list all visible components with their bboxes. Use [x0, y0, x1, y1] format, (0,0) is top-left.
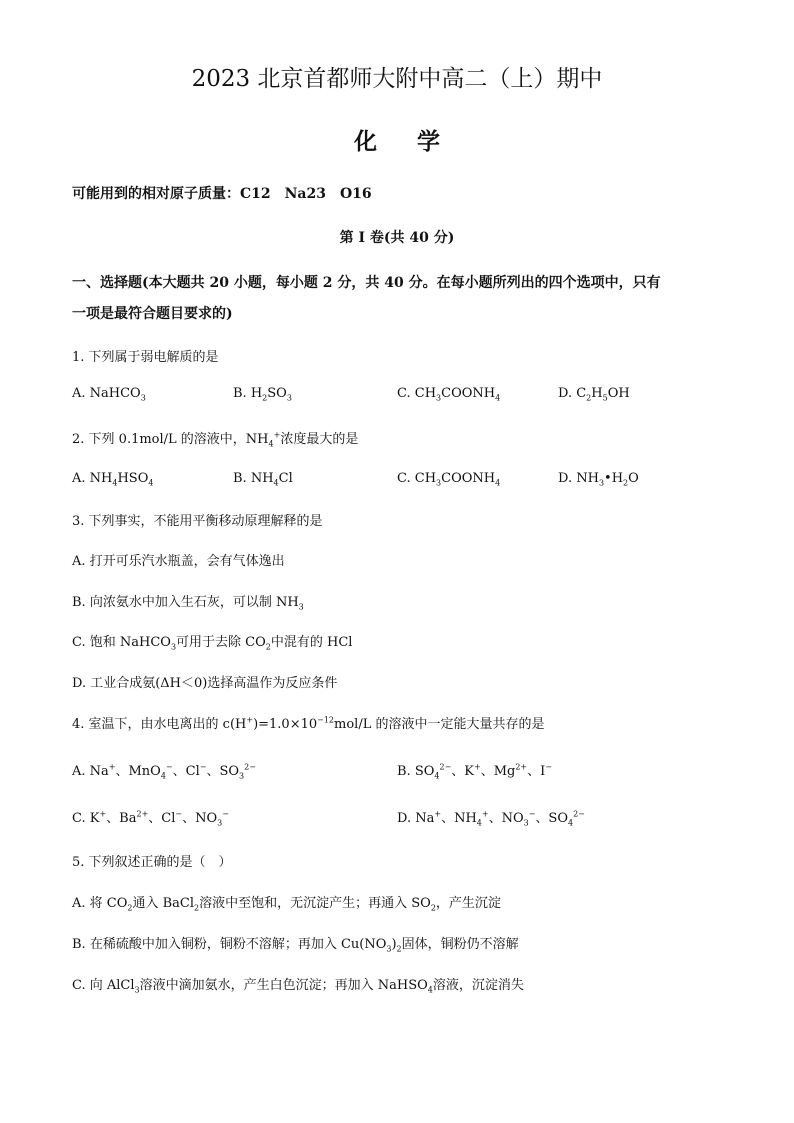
q2-option-c: C. $CH_3COONH_4$ [397, 471, 501, 488]
q5-option-b: B. 在稀硫酸中加入铜粉，铜粉不溶解；再加入 $Cu(NO_3)_2$固体，铜粉仍不溶解 [72, 937, 519, 954]
q1-option-b: B. $H_2SO_3$ [233, 386, 292, 403]
q3-option-c: C. 饱和 NaHCO$_3$可用于去除 $CO_2$中混有的 HCl [72, 635, 353, 652]
exam-title: 2023 北京首都师大附中高二（上）期中 [191, 66, 603, 92]
q5-option-c: C. 向 AlCl$_3$溶液中滴加氨水，产生白色沉淀；再加入 NaHSO$_4$溶液，沉淀消失 [72, 978, 524, 995]
q4-option-c: C. K+、$Ba^{2+}$、Cl−、$NO_3^-$ [72, 809, 229, 828]
q2-option-d: D. $NH_3•H_2O$ [558, 471, 639, 488]
q2-stem: 2. 下列 0.1mol/L 的溶液中，$NH_4^+$浓度最大的是 [72, 430, 359, 449]
q5-option-a: A. 将 $CO_2$通入 BaCl$_2$溶液中至饱和，无沉淀产生；再通入 $SO_2$，产生沉淀 [72, 896, 501, 913]
q3-option-b: B. 向浓氨水中加入生石灰，可以制 $NH_3$ [72, 595, 304, 612]
q2-option-a: A. $NH_4HSO_4$ [72, 471, 154, 488]
section-title: 第 I 卷(共 40 分) [339, 230, 455, 246]
q3-option-a: A. 打开可乐汽水瓶盖，会有气体逸出 [72, 554, 285, 569]
q4-option-b: B. $SO_4^{2-}$、K+、$Mg^{2+}$、I− [397, 762, 552, 781]
q4-option-a: A. Na+、MnO$_4$−、Cl−、$SO_3^{2-}$ [72, 762, 256, 781]
q1-option-d: D. $C_2H_5OH$ [558, 386, 630, 403]
q3-stem: 3. 下列事实，不能用平衡移动原理解释的是 [72, 514, 323, 529]
instructions-line-2: 一项是最符合题目要求的) [72, 306, 233, 322]
q4-option-d: D. Na+、$NH_4^+$、$NO_3^-$、$SO_4^{2-}$ [397, 809, 585, 828]
instructions-line-1: 一、选择题(本大题共 20 小题，每小题 2 分，共 40 分。在每小题所列出的四个选项中，只有 [72, 275, 661, 291]
subject-title: 化学 [354, 128, 480, 155]
q1-option-c: C. $CH_3COONH_4$ [397, 386, 501, 403]
q5-stem: 5. 下列叙述正确的是（ ） [72, 855, 232, 870]
q1-option-a: A. NaHCO$_3$ [72, 386, 146, 403]
q4-stem: 4. 室温下，由水电离出的 $c(H^+)=1.0\times 10^{-12}mol/L$ 的溶液中一定能大量共存的是 [72, 715, 545, 732]
q1-stem: 1. 下列属于弱电解质的是 [72, 350, 219, 365]
q3-option-d: D. 工业合成氨(ΔH＜0)选择高温作为反应条件 [72, 676, 338, 691]
q2-option-b: B. $NH_4Cl$ [233, 471, 293, 488]
atomic-masses: 可能用到的相对原子质量：C12 Na23 O16 [72, 186, 372, 202]
